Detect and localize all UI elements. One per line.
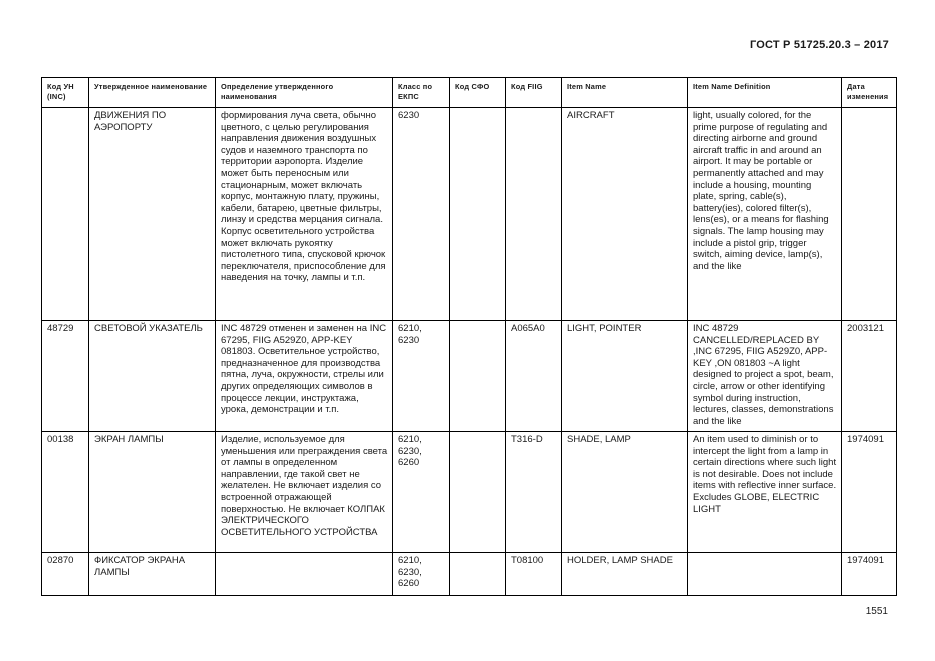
cell-sfo [450,432,506,553]
cell-class: 6210, 6230 [393,321,450,432]
cell-name-ru: ЭКРАН ЛАМПЫ [89,432,216,553]
cell-fiig: A065A0 [506,321,562,432]
cell-date: 1974091 [842,432,897,553]
col-header-definition-ru: Определение утвержденного наименования [216,78,393,108]
col-header-inc: Код УН (INC) [42,78,89,108]
cell-definition-ru: Изделие, используемое для уменьшения или преграждения света от лампы в определенном направлении, где такой свет не желателен. Не включает изделия со встроенной отражающей поверхностью. Не включает КОЛПАК ЭЛЕКТРИЧЕСКОГО ОСВЕТИТЕЛЬНОГО УСТРОЙСТВА [216,432,393,553]
col-header-item-name: Item Name [562,78,688,108]
cell-definition-ru [216,553,393,596]
table-row [42,108,897,321]
cell-name-ru: СВЕТОВОЙ УКАЗАТЕЛЬ [89,321,216,432]
table-header-row [42,78,897,108]
cell-inc [42,108,89,321]
col-header-date: Дата изменения [842,78,897,108]
classification-table [41,77,897,596]
cell-fiig [506,108,562,321]
cell-inc: 48729 [42,321,89,432]
table-row [42,553,897,596]
cell-sfo [450,553,506,596]
cell-item-name: HOLDER, LAMP SHADE [562,553,688,596]
cell-item-definition: INC 48729 CANCELLED/REPLACED BY ,INC 67295, FIIG A529Z0, APP-KEY ,ON 081803 ~A light designed to project a spot, beam, circle, arrow or other identifying symbol during instruction, lectures, classes, demonstrations and the like [688,321,842,432]
cell-inc: 02870 [42,553,89,596]
col-header-item-definition: Item Name Definition [688,78,842,108]
cell-date: 1974091 [842,553,897,596]
cell-date [842,108,897,321]
cell-date: 2003121 [842,321,897,432]
cell-fiig: T08100 [506,553,562,596]
table-row [42,321,897,432]
cell-fiig: T316-D [506,432,562,553]
cell-item-definition: An item used to diminish or to intercept the light from a lamp in certain directions where such light is not desirable. Does not include items with reflective inner surface. Excludes GLOBE, ELECTRIC LIGHT [688,432,842,553]
cell-item-name: AIRCRAFT [562,108,688,321]
cell-item-definition [688,553,842,596]
cell-name-ru: ДВИЖЕНИЯ ПО АЭРОПОРТУ [89,108,216,321]
cell-sfo [450,108,506,321]
cell-definition-ru: формирования луча света, обычно цветного, с целью регулирования направления движения воздушных судов и наземного транспорта по территории аэропорта. Изделие может быть переносным или стационарным, может включать корпус, монтажную плату, пружины, кабели, батарею, цветные фильтры, линзу и средства мерцания сигнала. Корпус осветительного устройства может включать рукоятку пистолетного типа, спусковой крючок переключателя, приспособление для наведения на точку, лампы и т.п. [216,108,393,321]
cell-class: 6210, 6230, 6260 [393,553,450,596]
col-header-name-ru: Утвержденное наименование [89,78,216,108]
cell-item-definition: light, usually colored, for the prime purpose of regulating and directing airborne and ground aircraft traffic in and around an airport. It may be portable or permanently attached and may include a housing, mounting plate, spring, cable(s), battery(ies), colored filter(s), lens(es), or a means for flashing signals. The lamp housing may include a pistol grip, trigger switch, aiming device, lamp(s), and the like [688,108,842,321]
cell-item-name: SHADE, LAMP [562,432,688,553]
cell-sfo [450,321,506,432]
col-header-class: Класс по ЕКПС [393,78,450,108]
cell-inc: 00138 [42,432,89,553]
cell-name-ru: ФИКСАТОР ЭКРАНА ЛАМПЫ [89,553,216,596]
document-standard-title: ГОСТ Р 51725.20.3 – 2017 [749,39,889,51]
table-row [42,432,897,553]
cell-class: 6210, 6230, 6260 [393,432,450,553]
cell-class: 6230 [393,108,450,321]
col-header-sfo: Код СФО [450,78,506,108]
col-header-fiig: Код FIIG [506,78,562,108]
cell-definition-ru: INC 48729 отменен и заменен на INC 67295, FIIG A529Z0, APP-KEY 081803. Осветительное устройство, предназначенное для производства пятна, луча, окружности, стрелы или других определяющих символов в процессе лекции, инструктажа, урока, демонстрации и т.п. [216,321,393,432]
page-number: 1551 [865,606,888,617]
cell-item-name: LIGHT, POINTER [562,321,688,432]
